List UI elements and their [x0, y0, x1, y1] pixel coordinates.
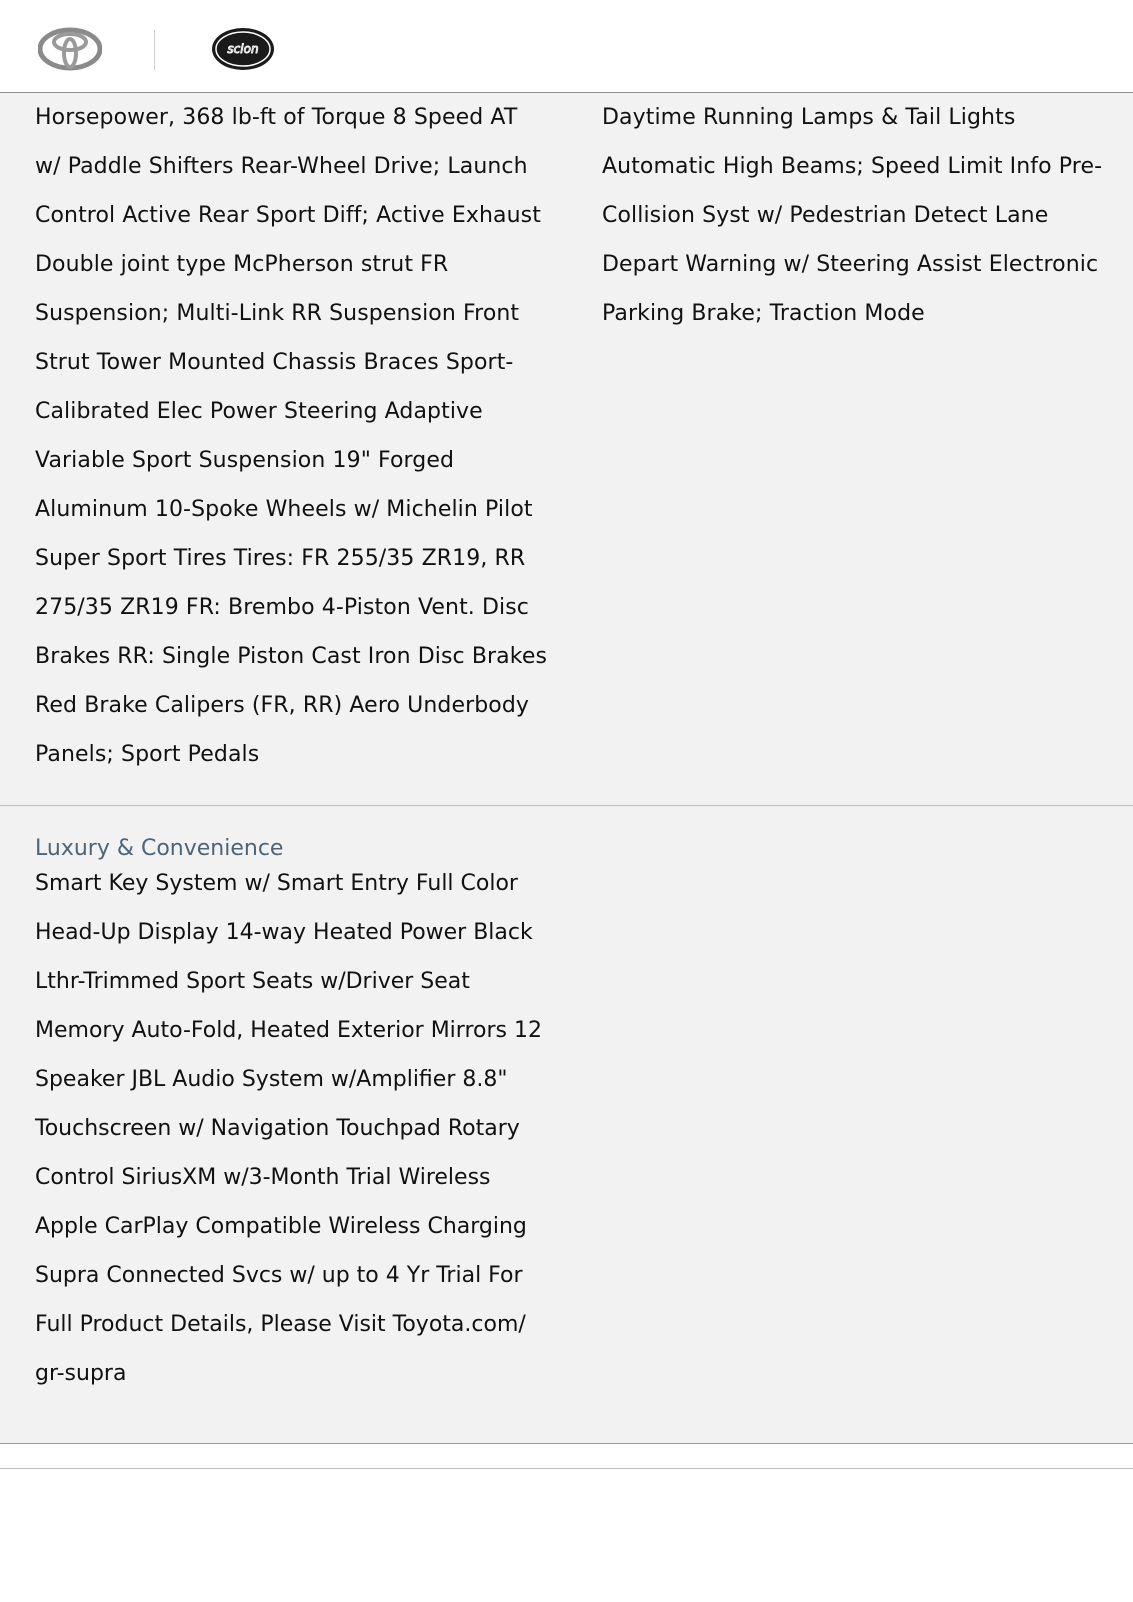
spec-line: Super Sport Tires Tires: FR 255/35 ZR19, RR [35, 546, 526, 571]
luxury-section [0, 806, 1133, 1444]
toyota-logo-icon [38, 27, 102, 71]
spec-line: Strut Tower Mounted Chassis Braces Sport- [35, 350, 514, 375]
spec-line: Horsepower, 368 lb-ft of Torque 8 Speed AT [35, 105, 518, 130]
spec-line: Apple CarPlay Compatible Wireless Charging [35, 1214, 527, 1239]
spec-line: Smart Key System w/ Smart Entry Full Color [35, 871, 518, 896]
spec-line: Memory Auto-Fold, Heated Exterior Mirrors 12 [35, 1018, 542, 1043]
luxury-column [35, 859, 560, 1398]
spec-line: Supra Connected Svcs w/ up to 4 Yr Trial For [35, 1263, 523, 1288]
spec-line: Automatic High Beams; Speed Limit Info Pre- [602, 154, 1103, 179]
spec-line: Full Product Details, Please Visit Toyota.com/ [35, 1312, 526, 1337]
spec-line: Head-Up Display 14-way Heated Power Black [35, 920, 533, 945]
svg-text:scion: scion [227, 42, 259, 56]
spec-line: Speaker JBL Audio System w/Amplifier 8.8" [35, 1067, 508, 1092]
spec-line: Daytime Running Lamps & Tail Lights [602, 105, 1016, 130]
spec-line: Lthr-Trimmed Sport Seats w/Driver Seat [35, 969, 470, 994]
logo-divider [154, 30, 155, 70]
spec-line: Brakes RR: Single Piston Cast Iron Disc Brakes [35, 644, 548, 669]
spec-line: Collision Syst w/ Pedestrian Detect Lane [602, 203, 1049, 228]
performance-section [0, 92, 1133, 806]
spec-line: Calibrated Elec Power Steering Adaptive [35, 399, 483, 424]
spec-line: w/ Paddle Shifters Rear-Wheel Drive; Launch [35, 154, 528, 179]
spec-line: Parking Brake; Traction Mode [602, 301, 925, 326]
bottom-divider [0, 1468, 1133, 1469]
spec-line: Suspension; Multi-Link RR Suspension Front [35, 301, 520, 326]
spec-line: Double joint type McPherson strut FR [35, 252, 449, 277]
spec-line: Depart Warning w/ Steering Assist Electronic [602, 252, 1099, 277]
page-header [0, 0, 1133, 92]
spec-line: Aluminum 10-Spoke Wheels w/ Michelin Pilot [35, 497, 533, 522]
spec-line: Control SiriusXM w/3-Month Trial Wireless [35, 1165, 491, 1190]
spec-line: Red Brake Calipers (FR, RR) Aero Underbody [35, 693, 530, 718]
performance-right-column [602, 93, 1112, 338]
spec-line: Variable Sport Suspension 19" Forged [35, 448, 455, 473]
spec-line: Panels; Sport Pedals [35, 742, 260, 767]
spec-line: Touchscreen w/ Navigation Touchpad Rotary [35, 1116, 520, 1141]
luxury-heading: Luxury & Convenience [35, 836, 284, 861]
spec-line: gr-supra [35, 1361, 127, 1386]
spec-line: Control Active Rear Sport Diff; Active Exhaust [35, 203, 541, 228]
performance-left-column [35, 93, 560, 779]
scion-logo-icon [210, 26, 276, 72]
spec-line: 275/35 ZR19 FR: Brembo 4-Piston Vent. Disc [35, 595, 530, 620]
